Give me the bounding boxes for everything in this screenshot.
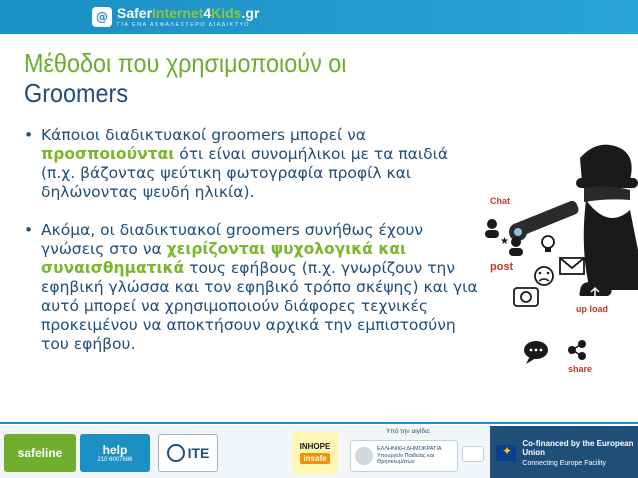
slide-body bbox=[24, 126, 484, 354]
eu-line2: Connecting Europe Facility bbox=[522, 460, 607, 467]
ministry-text: ΕΛΛΗΝΙΚΗ ΔΗΜΟΚΡΑΤΙΑ Υπουργείο Παιδείας και Θρησκευμάτων bbox=[377, 446, 442, 466]
sad-face-icon bbox=[535, 267, 553, 285]
eu-line1: Co-financed by the European Union bbox=[522, 439, 634, 457]
svg-text:post: post bbox=[490, 261, 514, 273]
bullet-point-1: • Κάποιοι διαδικτυακοί groomers μπορεί να προσποιούνται ότι είναι συνομήλικοι με τα παιδιά (π.χ. βάζοντας ψεύτικη φωτογραφία προφίλ και δηλώνοντας ψευδή ηλικία). bbox=[24, 126, 484, 202]
slide-title-line2: Groomers bbox=[24, 78, 129, 108]
saferinternet4kids-logo[interactable] bbox=[92, 6, 259, 28]
hacker-social-media-illustration bbox=[480, 140, 638, 380]
chat-bubble-icon bbox=[524, 341, 548, 364]
ite-logo[interactable] bbox=[158, 434, 218, 472]
star-icon bbox=[500, 236, 509, 247]
share-icon bbox=[568, 340, 592, 374]
inhope-label: INHOPE bbox=[299, 442, 331, 451]
lightbulb-icon bbox=[542, 236, 554, 252]
safeline-logo[interactable]: safeline bbox=[4, 434, 76, 472]
at-sign-icon: @ bbox=[92, 7, 112, 27]
ite-circle-icon bbox=[167, 444, 185, 462]
svg-text:up load: up load bbox=[576, 304, 608, 314]
eu-text bbox=[522, 439, 638, 467]
upload-icon bbox=[576, 277, 612, 314]
inhope-insafe-logo[interactable] bbox=[292, 432, 338, 474]
top-banner bbox=[0, 0, 638, 34]
ministry-logo[interactable] bbox=[350, 440, 458, 472]
highlight-text: χειρίζονται ψυχολογικά και συναισθηματικά bbox=[41, 240, 407, 277]
footer-logos bbox=[0, 422, 638, 478]
chat-label bbox=[490, 196, 510, 206]
slide-title bbox=[24, 48, 494, 108]
ite-label: ITE bbox=[187, 445, 210, 461]
eu-cofinanced-block[interactable] bbox=[490, 426, 638, 478]
insafe-label: insafe bbox=[300, 453, 329, 464]
highlight-text: προσποιούνται bbox=[41, 145, 175, 163]
logo-textblock bbox=[117, 6, 259, 28]
camera-icon bbox=[514, 288, 538, 306]
government-seal-icon bbox=[355, 447, 373, 465]
slide-title-line1: Μέθοδοι που χρησιμοποιούν οι bbox=[24, 48, 347, 78]
logo-title: SaferInternet4Kids.gr bbox=[117, 5, 260, 21]
svg-text:Chat: Chat bbox=[490, 196, 510, 206]
logo-tagline: ΓΙΑ ΕΝΑ ΑΣΦΑΛΕΣΤΕΡΟ ΔΙΑΔΙΚΤΥΟ bbox=[117, 22, 250, 28]
svg-text:share: share bbox=[568, 364, 593, 374]
helpline-logo[interactable] bbox=[80, 434, 150, 472]
post-label bbox=[490, 261, 514, 273]
helpline-number: 210 6007686 bbox=[97, 457, 133, 463]
with-support-label: Υπό την αιγίδα: bbox=[386, 428, 431, 435]
helpline-label: help bbox=[102, 443, 128, 457]
svg-text:★: ★ bbox=[500, 236, 509, 247]
greek-flag-icon bbox=[462, 446, 484, 462]
bullet-point-2: • Ακόμα, οι διαδικτυακοί groomers συνήθως έχουν γνώσεις στο να χειρίζονται ψυχολογικά και συναισθηματικά τους εφήβους (π.χ. γνωρίζουν την εφηβική γλώσσα και τον εφηβικό τρόπο σκέψης) και για αυτό μπορεί να χρησιμοποιούν διάφορες τεχνικές προκειμένου να αποκτήσουν αρχικά την εμπιστοσύνη του εφήβου. bbox=[24, 221, 484, 354]
email-icon bbox=[560, 258, 584, 274]
eu-flag-icon bbox=[496, 445, 516, 461]
